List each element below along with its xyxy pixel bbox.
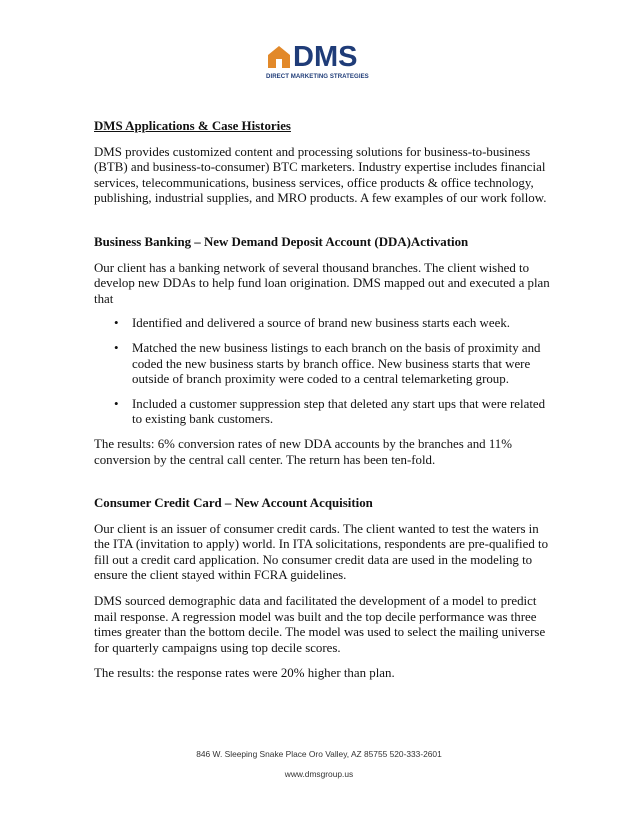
section-consumer-credit-card xyxy=(94,496,550,682)
results-paragraph: The results: the response rates were 20% higher than plan. xyxy=(94,666,395,681)
list-item: • Included a customer suppression step that deleted any start ups that were related to existing bank customers. xyxy=(114,396,546,427)
section-paragraph: Our client is an issuer of consumer credit cards. The client wanted to test the waters in the ITA (invitation to apply) world. In ITA solicitations, respondents are pre-qualified to fill out a credit card application. No consumer credit data are used in the modeling to ensure the client stayed within FCRA guidelines. xyxy=(94,521,549,583)
section-heading: Business Banking – New Demand Deposit Account (DDA)Activation xyxy=(94,234,469,249)
footer-website: www.dmsgroup.us xyxy=(284,769,354,779)
section-paragraph: Our client has a banking network of several thousand branches. The client wished to develop new DDAs to help fund loan origination. DMS mapped out and executed a plan that xyxy=(94,260,550,306)
footer-address: 846 W. Sleeping Snake Place Oro Valley, AZ 85755 520-333-2601 xyxy=(196,749,442,759)
bullet-icon: • xyxy=(114,396,119,411)
results-paragraph: The results: 6% conversion rates of new DDA accounts by the branches and 11% conversion by the central call center. The return has been ten-fold. xyxy=(94,436,512,467)
house-arrow-icon xyxy=(266,44,292,70)
list-item: • Identified and delivered a source of brand new business starts each week. xyxy=(114,316,510,331)
logo-tagline: DIRECT MARKETING STRATEGIES xyxy=(266,73,369,80)
section-paragraph: DMS sourced demographic data and facilitated the development of a model to predict mail response. A regression model was built and the top decile performance was three times greater than the bottom decile. The model was used to select the mailing universe for quarterly campaigns using top decile scores. xyxy=(94,594,546,655)
document-body xyxy=(94,119,550,682)
bullet-list xyxy=(94,316,550,428)
bullet-icon: • xyxy=(114,316,119,331)
company-logo xyxy=(266,41,378,84)
section-business-banking xyxy=(94,235,550,468)
intro-paragraph: DMS provides customized content and processing solutions for business-to-business (BTB) and business-to-consumer) BTC marketers. Industry expertise includes financial services, telecommunications, business services, office products & office technology, publishing, industrial supplies, and MRO products. A few examples of our work follow. xyxy=(94,144,547,206)
list-item: • Matched the new business listings to each branch on the basis of proximity and coded the new business starts by branch office. New business starts that were outside of branch proximity were coded to a central telemarketing group. xyxy=(114,340,541,387)
section-heading: Consumer Credit Card – New Account Acquisition xyxy=(94,496,373,511)
logo-wordmark: DMS xyxy=(293,41,358,73)
page-title: DMS Applications & Case Histories xyxy=(94,119,291,133)
bullet-icon: • xyxy=(114,340,119,355)
